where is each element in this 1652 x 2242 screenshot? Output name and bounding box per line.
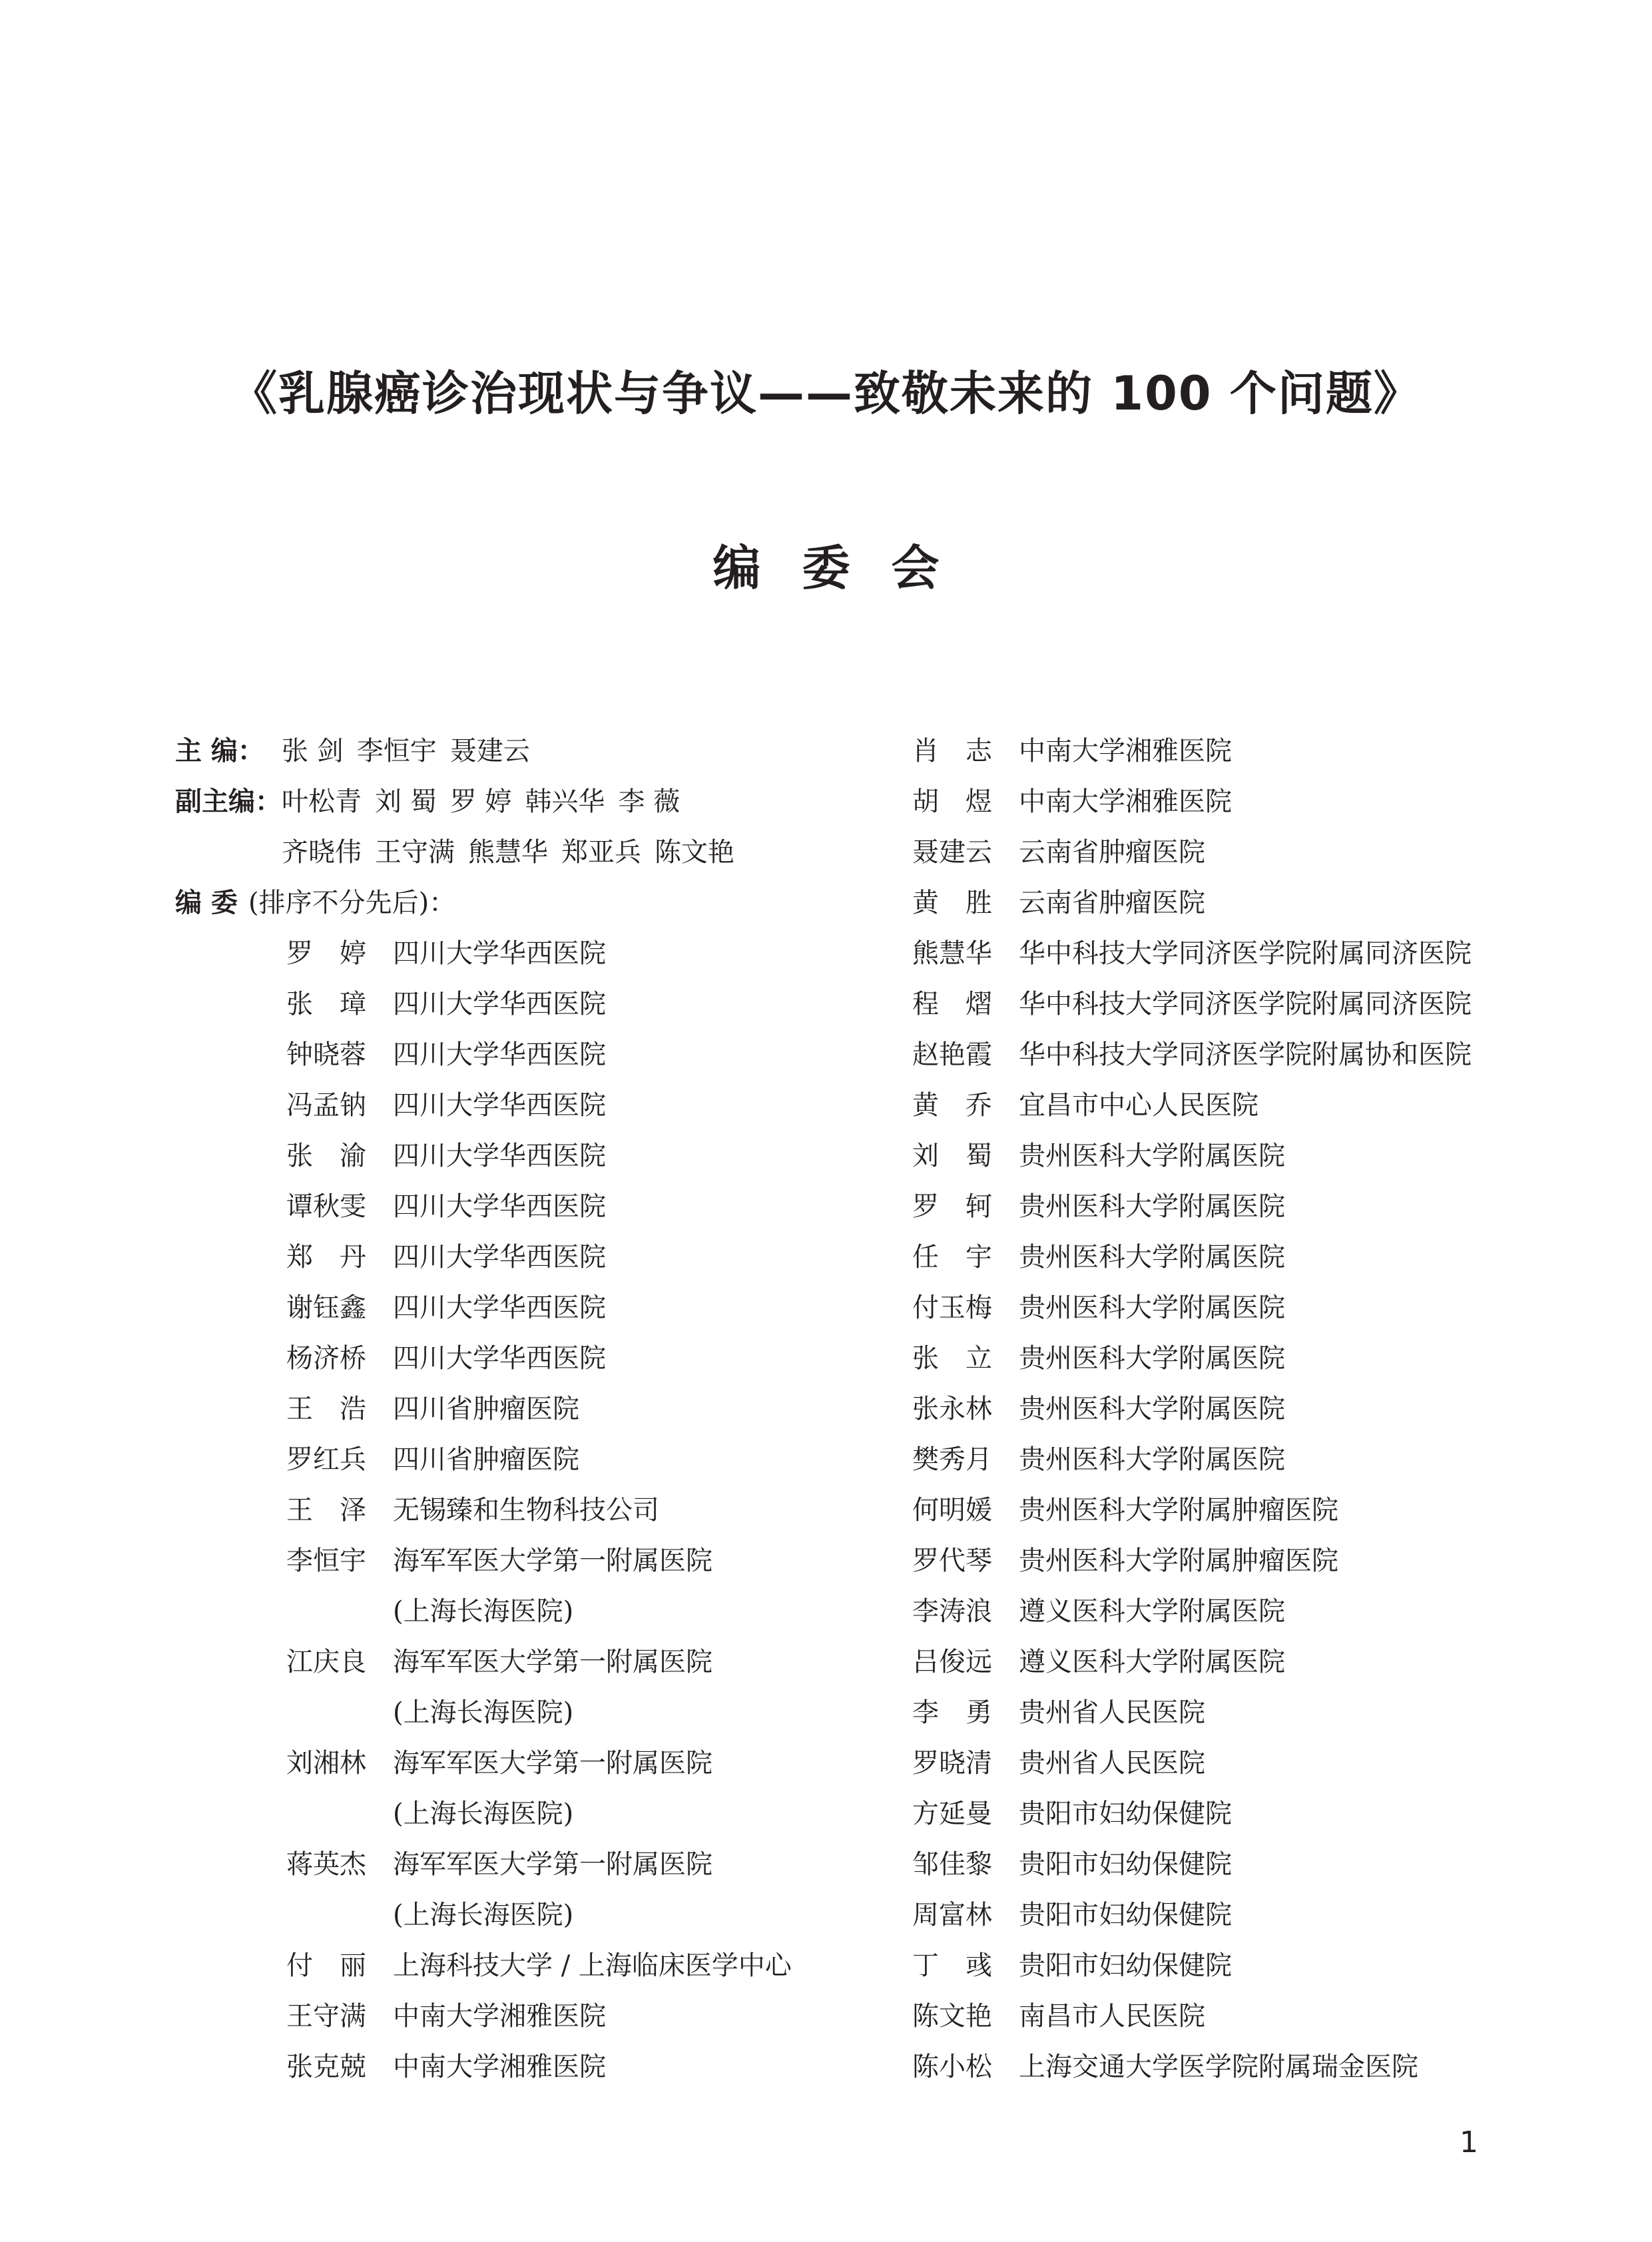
member-affiliation: 贵阳市妇幼保健院 [1019,1900,1232,1930]
member-name: 陈文艳 [912,2001,992,2032]
committee-note: (排序不分先后)： [248,888,456,918]
member-name: 刘蜀 [912,1141,992,1171]
member-name: 钟晓蓉 [286,1039,366,1070]
member-row [912,776,1618,827]
member-name: 李勇 [912,1697,992,1728]
member-name: 何明媛 [912,1495,992,1526]
editor-name: 聂建云 [449,736,530,766]
member-row [912,1181,1618,1232]
member-affiliation: (上海长海医院) [393,1596,574,1627]
member-row [912,1232,1618,1282]
member-affiliation: 无锡臻和生物科技公司 [393,1495,659,1526]
member-name: 罗轲 [912,1191,992,1222]
member-name: 方延曼 [912,1799,992,1829]
member-row [175,1131,861,1181]
committee-label: 编 委 [175,888,238,918]
chief-editors-names [282,736,543,766]
committee-heading: 编委会 [712,540,981,596]
member-row [175,1029,861,1080]
member-name: 聂建云 [912,837,992,868]
member-name: 任宇 [912,1242,992,1272]
member-name: 罗婷 [286,938,366,969]
member-row [175,1586,861,1637]
editor-name: 罗 婷 [449,786,512,817]
member-row [912,979,1618,1029]
editor-name: 陈文艳 [655,837,734,868]
editor-name: 熊慧华 [468,837,548,868]
member-affiliation: 四川大学华西医院 [393,1090,606,1121]
member-affiliation: 贵州省人民医院 [1019,1748,1205,1779]
member-affiliation: 宜昌市中心人民医院 [1019,1090,1258,1121]
editor-name: 叶松青 [282,786,362,817]
member-affiliation: 四川大学华西医院 [393,1191,606,1222]
member-affiliation: 四川省肿瘤医院 [393,1394,579,1424]
member-affiliation: 遵义医科大学附属医院 [1019,1596,1285,1627]
member-name: 黄胜 [912,888,992,918]
member-row [175,979,861,1029]
member-affiliation: 四川大学华西医院 [393,1242,606,1272]
member-name: 谭秋雯 [286,1191,366,1222]
member-name: 丁彧 [912,1950,992,1981]
member-row [175,1890,861,1940]
member-row [175,1940,861,1991]
member-name: 李恒宇 [286,1545,366,1576]
member-affiliation: 贵州医科大学附属医院 [1019,1141,1285,1171]
member-name: 杨济桥 [286,1343,366,1374]
member-affiliation: 海军军医大学第一附属医院 [393,1647,712,1677]
member-name: 郑丹 [286,1242,366,1272]
member-affiliation: 四川省肿瘤医院 [393,1444,579,1475]
member-row [912,1738,1618,1789]
member-affiliation: 四川大学华西医院 [393,938,606,969]
member-name: 李涛浪 [912,1596,992,1627]
member-affiliation: 贵州医科大学附属肿瘤医院 [1019,1495,1338,1526]
member-affiliation: 中南大学湘雅医院 [393,2001,606,2032]
member-row [175,1789,861,1839]
member-affiliation: 南昌市人民医院 [1019,2001,1205,2032]
member-affiliation: 贵阳市妇幼保健院 [1019,1950,1232,1981]
member-affiliation: 云南省肿瘤医院 [1019,888,1205,918]
member-affiliation: 海军军医大学第一附属医院 [393,1849,712,1880]
member-affiliation: 四川大学华西医院 [393,1343,606,1374]
member-row [912,1434,1618,1485]
member-row [912,928,1618,979]
deputy-editors-label: 副主编： [175,786,282,817]
member-affiliation: 华中科技大学同济医学院附属协和医院 [1019,1039,1472,1070]
member-name: 冯孟钠 [286,1090,366,1121]
member-name: 张立 [912,1343,992,1374]
member-name: 程熠 [912,989,992,1019]
member-row [912,1890,1618,1940]
member-affiliation: (上海长海医院) [393,1697,574,1728]
member-name: 王浩 [286,1394,366,1424]
member-row [912,1536,1618,1586]
member-affiliation: 贵州省人民医院 [1019,1697,1205,1728]
member-name: 罗代琴 [912,1545,992,1576]
member-row [912,1029,1618,1080]
member-name: 黄乔 [912,1090,992,1121]
member-row [175,1384,861,1434]
member-name: 江庆良 [286,1647,366,1677]
member-affiliation: 四川大学华西医院 [393,1039,606,1070]
member-name: 胡煜 [912,786,992,817]
member-affiliation: 四川大学华西医院 [393,1141,606,1171]
editor-name: 张 剑 [282,736,344,766]
member-row [912,2042,1618,2092]
chief-editors-label: 主 编： [175,736,264,766]
member-affiliation: 四川大学华西医院 [393,989,606,1019]
member-name: 樊秀月 [912,1444,992,1475]
editor-name: 齐晓伟 [282,837,362,868]
right-column [912,726,1618,2092]
member-name: 赵艳霞 [912,1039,992,1070]
member-row [175,1485,861,1536]
member-affiliation: 华中科技大学同济医学院附属同济医院 [1019,938,1472,969]
member-name: 刘湘林 [286,1748,366,1779]
member-name: 邹佳黎 [912,1849,992,1880]
member-row [175,1080,861,1131]
member-row [175,1181,861,1232]
member-name: 肖志 [912,736,992,766]
member-row [912,1485,1618,1536]
member-row [175,1637,861,1687]
member-affiliation: 中南大学湘雅医院 [393,2052,606,2082]
member-name: 陈小松 [912,2052,992,2082]
member-row [912,1940,1618,1991]
editor-name: 刘 蜀 [375,786,437,817]
member-name: 张克兢 [286,2052,366,2082]
member-row [912,1384,1618,1434]
member-affiliation: 贵州医科大学附属医院 [1019,1292,1285,1323]
member-affiliation: 遵义医科大学附属医院 [1019,1647,1285,1677]
deputy-editors-row [175,827,861,878]
member-row [175,1687,861,1738]
member-row [175,1282,861,1333]
member-row [175,1232,861,1282]
member-row [175,1839,861,1890]
member-affiliation: 贵州医科大学附属医院 [1019,1444,1285,1475]
member-name: 张永林 [912,1394,992,1424]
editor-name: 韩兴华 [525,786,605,817]
deputy-editors-row [175,776,861,827]
left-member-list [175,928,861,2092]
member-affiliation: 贵州医科大学附属医院 [1019,1343,1285,1374]
member-affiliation: 中南大学湘雅医院 [1019,786,1232,817]
member-affiliation: 上海交通大学医学院附属瑞金医院 [1019,2052,1418,2082]
editor-name: 王守满 [375,837,455,868]
member-row [912,1282,1618,1333]
member-row [912,1839,1618,1890]
member-name: 罗晓清 [912,1748,992,1779]
member-affiliation: 贵州医科大学附属医院 [1019,1394,1285,1424]
member-affiliation: (上海长海医院) [393,1900,574,1930]
member-name: 王泽 [286,1495,366,1526]
member-row [912,1333,1618,1384]
member-name: 付丽 [286,1950,366,1981]
member-name: 罗红兵 [286,1444,366,1475]
member-name: 付玉梅 [912,1292,992,1323]
member-row [175,1991,861,2042]
member-affiliation: 中南大学湘雅医院 [1019,736,1232,766]
member-name: 王守满 [286,2001,366,2032]
member-affiliation: 贵州医科大学附属医院 [1019,1191,1285,1222]
member-row [912,878,1618,928]
member-affiliation: (上海长海医院) [393,1799,574,1829]
member-name: 张璋 [286,989,366,1019]
member-row [912,1991,1618,2042]
member-row [175,1434,861,1485]
member-row [912,1080,1618,1131]
member-affiliation: 华中科技大学同济医学院附属同济医院 [1019,989,1472,1019]
left-column [175,726,861,2092]
member-affiliation: 海军军医大学第一附属医院 [393,1748,712,1779]
member-affiliation: 四川大学华西医院 [393,1292,606,1323]
page-number: 1 [1460,2125,1478,2159]
chief-editors-row [175,726,861,776]
member-affiliation: 贵阳市妇幼保健院 [1019,1849,1232,1880]
member-row [912,726,1618,776]
member-row [175,928,861,979]
editor-name: 李恒宇 [356,736,437,766]
member-name: 蒋英杰 [286,1849,366,1880]
member-affiliation: 贵州医科大学附属医院 [1019,1242,1285,1272]
member-name: 周富林 [912,1900,992,1930]
member-row [175,1536,861,1586]
member-row [175,1738,861,1789]
deputy-editors-names [282,786,693,817]
member-name: 熊慧华 [912,938,992,969]
member-row [912,1789,1618,1839]
member-affiliation: 贵州医科大学附属肿瘤医院 [1019,1545,1338,1576]
member-row [912,1687,1618,1738]
member-row [912,1637,1618,1687]
member-name: 吕俊远 [912,1647,992,1677]
editor-name: 李 薇 [618,786,681,817]
member-row [175,2042,861,2092]
committee-label-row [175,878,861,928]
member-name: 谢钰鑫 [286,1292,366,1323]
member-row [912,1586,1618,1637]
right-member-list [912,726,1618,2092]
deputy-editors-names [282,837,748,868]
member-row [912,827,1618,878]
member-row [912,1131,1618,1181]
member-row [175,1333,861,1384]
member-name: 张渝 [286,1141,366,1171]
member-affiliation: 贵阳市妇幼保健院 [1019,1799,1232,1829]
member-affiliation: 上海科技大学 / 上海临床医学中心 [393,1950,792,1981]
member-affiliation: 云南省肿瘤医院 [1019,837,1205,868]
editor-name: 郑亚兵 [561,837,641,868]
book-title: 《乳腺癌诊治现状与争议——致敬未来的 100 个问题》 [230,366,1422,421]
member-affiliation: 海军军医大学第一附属医院 [393,1545,712,1576]
